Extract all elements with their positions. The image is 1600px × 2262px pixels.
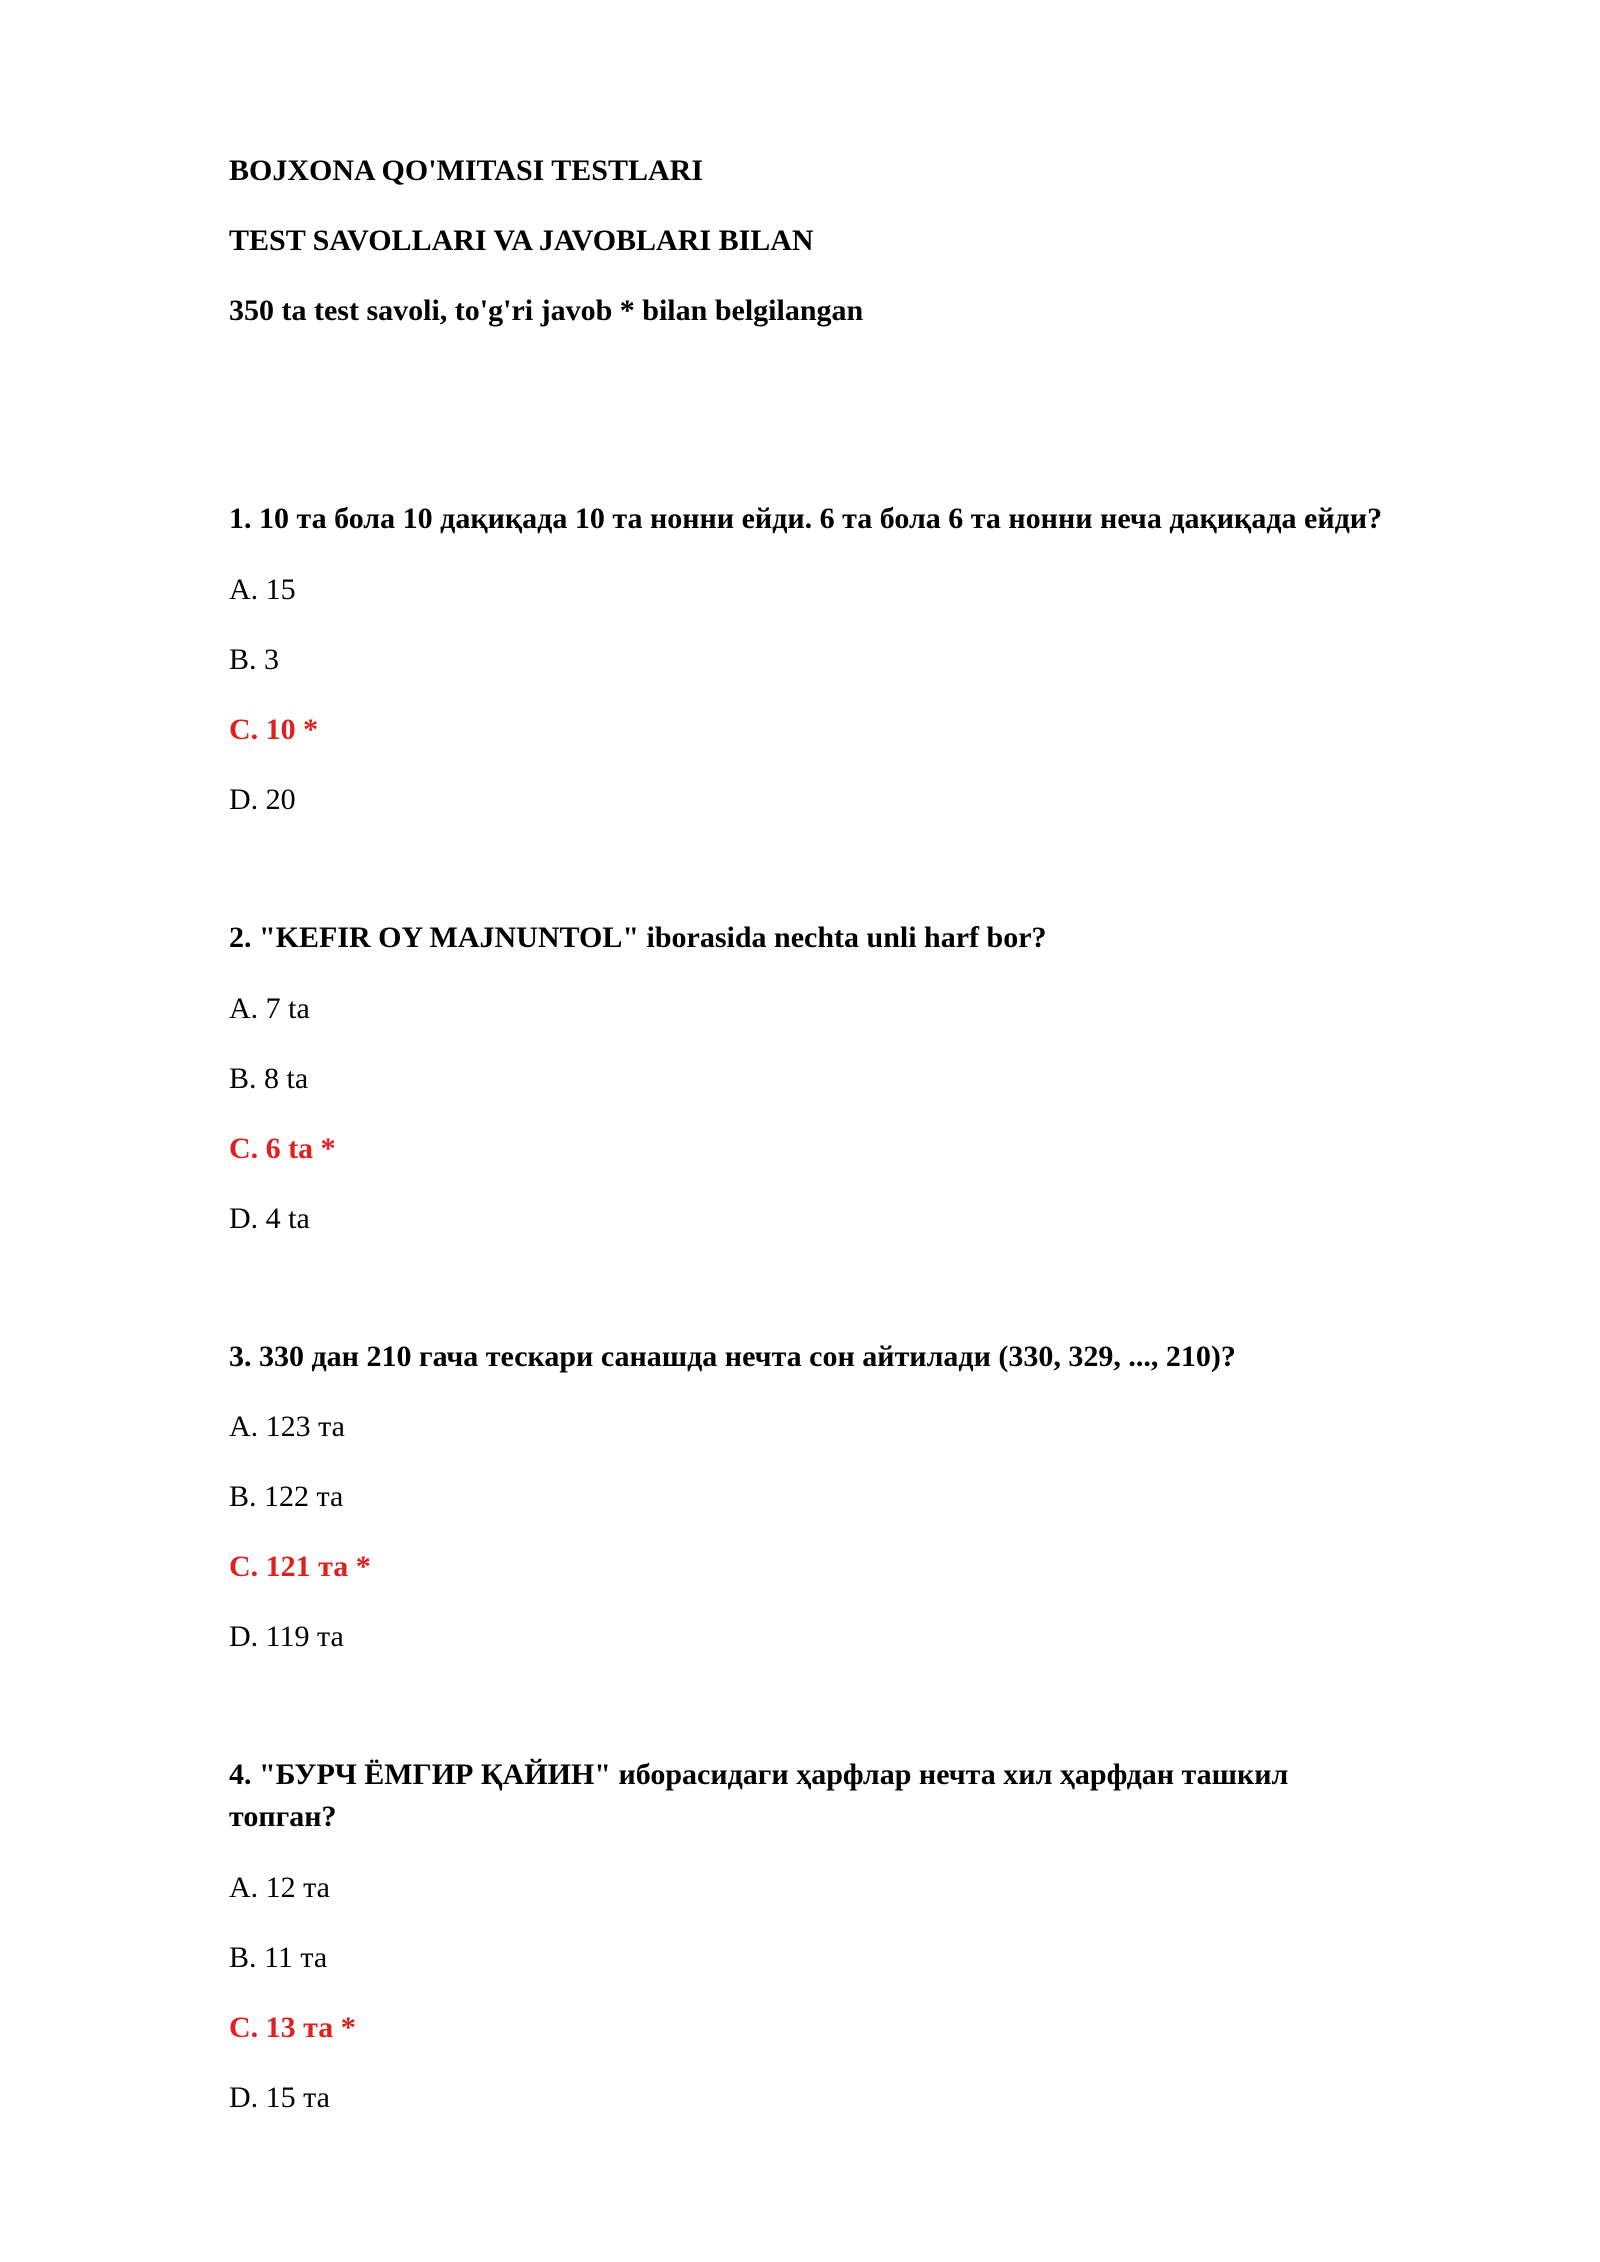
question-2-text: 2. "KEFIR OY MAJNUNTOL" iborasida nechta unli harf bor?	[229, 921, 1047, 954]
question-3-option-a: A. 123 та	[229, 1410, 345, 1443]
question-3-option-d: D. 119 та	[229, 1620, 344, 1653]
question-3-text: 3. 330 дан 210 гача тескари санашда нечта сон айтилади (330, 329, ..., 210)?	[229, 1340, 1236, 1373]
question-2-option-b: B. 8 ta	[229, 1062, 309, 1095]
question-4-option-d: D. 15 та	[229, 2081, 330, 2114]
question-3-option-c-correct: C. 121 та *	[229, 1550, 371, 1583]
question-1-option-b: B. 3	[229, 643, 280, 676]
question-4-option-b: B. 11 та	[229, 1941, 328, 1974]
document-title: BOJXONA QO'MITASI TESTLARI	[229, 154, 704, 187]
question-1-option-d: D. 20	[229, 783, 296, 816]
question-1-option-a: A. 15	[229, 573, 296, 606]
question-4-option-c-correct: C. 13 та *	[229, 2011, 356, 2044]
question-4-option-a: A. 12 та	[229, 1871, 330, 1904]
question-3-option-b: B. 122 та	[229, 1480, 344, 1513]
document-subtitle: TEST SAVOLLARI VA JAVOBLARI BILAN	[229, 224, 814, 257]
document-note: 350 ta test savoli, to'g'ri javob * bilan belgilangan	[229, 294, 864, 327]
question-2-option-a: A. 7 ta	[229, 992, 310, 1025]
question-2-option-c-correct: C. 6 ta *	[229, 1132, 336, 1165]
question-4-text: 4. "БУРЧ ЁМГИР ҚАЙИН" иборасидаги ҳарфлар нечта хил ҳарфдан ташкил топган?	[229, 1758, 1289, 1833]
question-1-text: 1. 10 та бола 10 дақиқада 10 та нонни ейди. 6 та бола 6 та нонни неча дақиқада ейди?	[229, 502, 1383, 535]
question-2-option-d: D. 4 ta	[229, 1202, 310, 1235]
question-1-option-c-correct: C. 10 *	[229, 713, 319, 746]
